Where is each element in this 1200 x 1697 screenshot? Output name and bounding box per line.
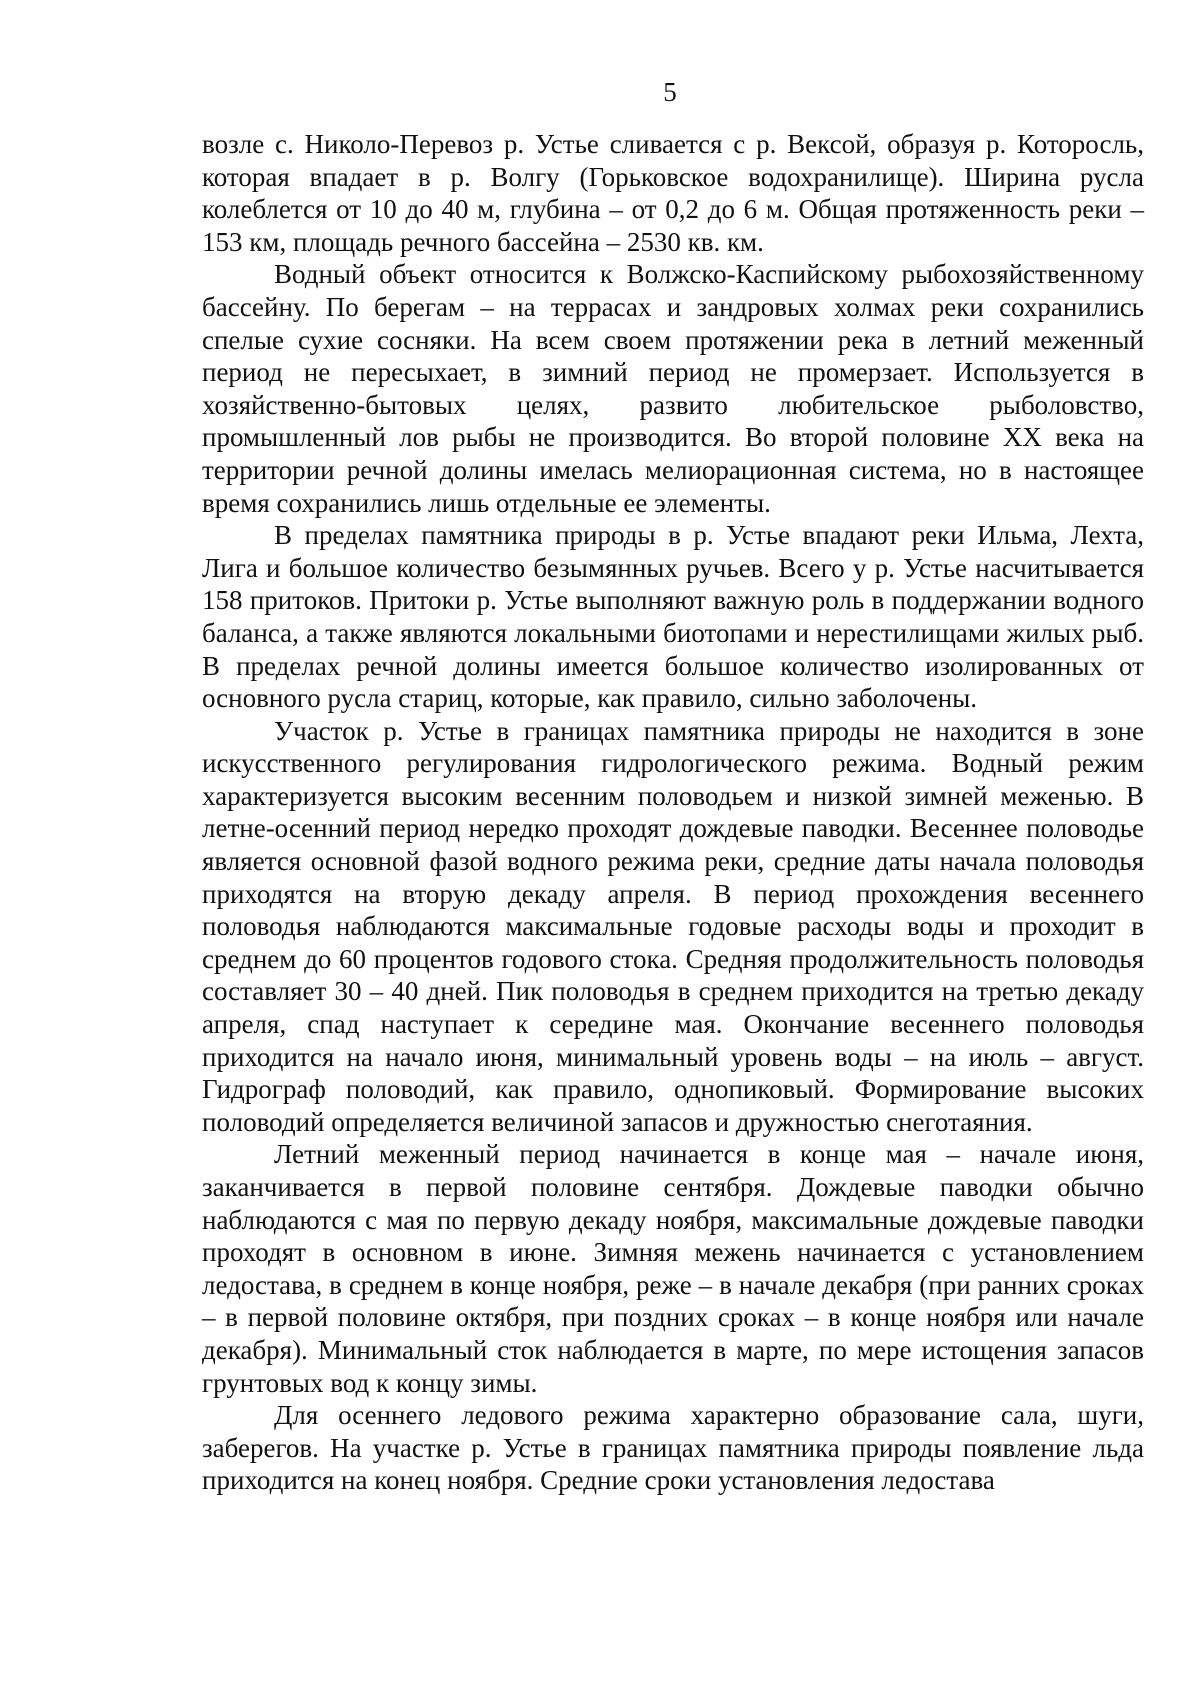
paragraph-ice-regime: Для осеннего ледового режима характерно образование сала, шуги, заберегов. На участке р. Устье в границах памятника природы появление льда приходится на конец ноября. Средние сроки установления ледостава [202, 1400, 1144, 1496]
paragraph-water-regime: Участок р. Устье в границах памятника природы не находится в зоне искусственного регулирования гидрологического режима. Водный режим характеризуется высоким весенним половодьем и низкой зимней меженью. В летне-осенний период нередко проходят дождевые паводки. Весеннее половодье является основной фазой водного режима реки, средние даты начала половодья приходятся на вторую декаду апреля. В период прохождения весеннего половодья наблюдаются максимальные годовые расходы воды и проходит в среднем до 60 процентов годового стока. Средняя продолжительность половодья составляет 30 – 40 дней. Пик половодья в среднем приходится на третью декаду апреля, спад наступает к середине мая. Окончание весеннего половодья приходится на начало июня, минимальный уровень воды – на июль – август. Гидрограф половодий, как правило, однопиковый. Формирование высоких половодий определяется величиной запасов и дружностью снеготаяния. [202, 715, 1144, 1137]
paragraph-fisheries-basin: Водный объект относится к Волжско-Каспийскому рыбохозяйственному бассейну. По берегам – на террасах и зандровых холмах реки сохранились спелые сухие сосняки. На всем своем протяжении река в летний меженный период не пересыхает, в зимний период не промерзает. Используется в хозяйственно-бытовых целях, развито любительское рыболовство, промышленный лов рыбы не производится. Во второй половине XX века на территории речной долины имелась мелиорационная система, но в настоящее время сохранились лишь отдельные ее элементы. [202, 259, 1144, 518]
paragraph-continuation: возле с. Николо-Перевоз р. Устье сливается с р. Вексой, образуя р. Которосль, которая впадает в р. Волгу (Горьковское водохранилище). Ширина русла колеблется от 10 до 40 м, глубина – от 0,2 до 6 м. Общая протяженность реки – 153 км, площадь речного бассейна – 2530 кв. км. [202, 129, 1144, 257]
paragraph-tributaries: В пределах памятника природы в р. Устье впадают реки Ильма, Лехта, Лига и большое количество безымянных ручьев. Всего у р. Устье насчитывается 158 притоков. Притоки р. Устье выполняют важную роль в поддержании водного баланса, а также являются локальными биотопами и нерестилищами жилых рыб. В пределах речной долины имеется большое количество изолированных от основного русла стариц, которые, как правило, сильно заболочены. [202, 520, 1144, 714]
body-text [202, 128, 1144, 1497]
page-number: 5 [663, 77, 677, 107]
paragraph-summer-low-water: Летний меженный период начинается в конце мая – начале июня, заканчивается в первой половине сентября. Дождевые паводки обычно наблюдаются с мая по первую декаду ноября, максимальные дождевые паводки проходят в основном в июне. Зимняя межень начинается с установлением ледостава, в среднем в конце ноября, реже – в начале декабря (при ранних сроках – в первой половине октября, при поздних сроках – в конце ноября или начале декабря). Минимальный сток наблюдается в марте, по мере истощения запасов грунтовых вод к концу зимы. [202, 1139, 1144, 1398]
